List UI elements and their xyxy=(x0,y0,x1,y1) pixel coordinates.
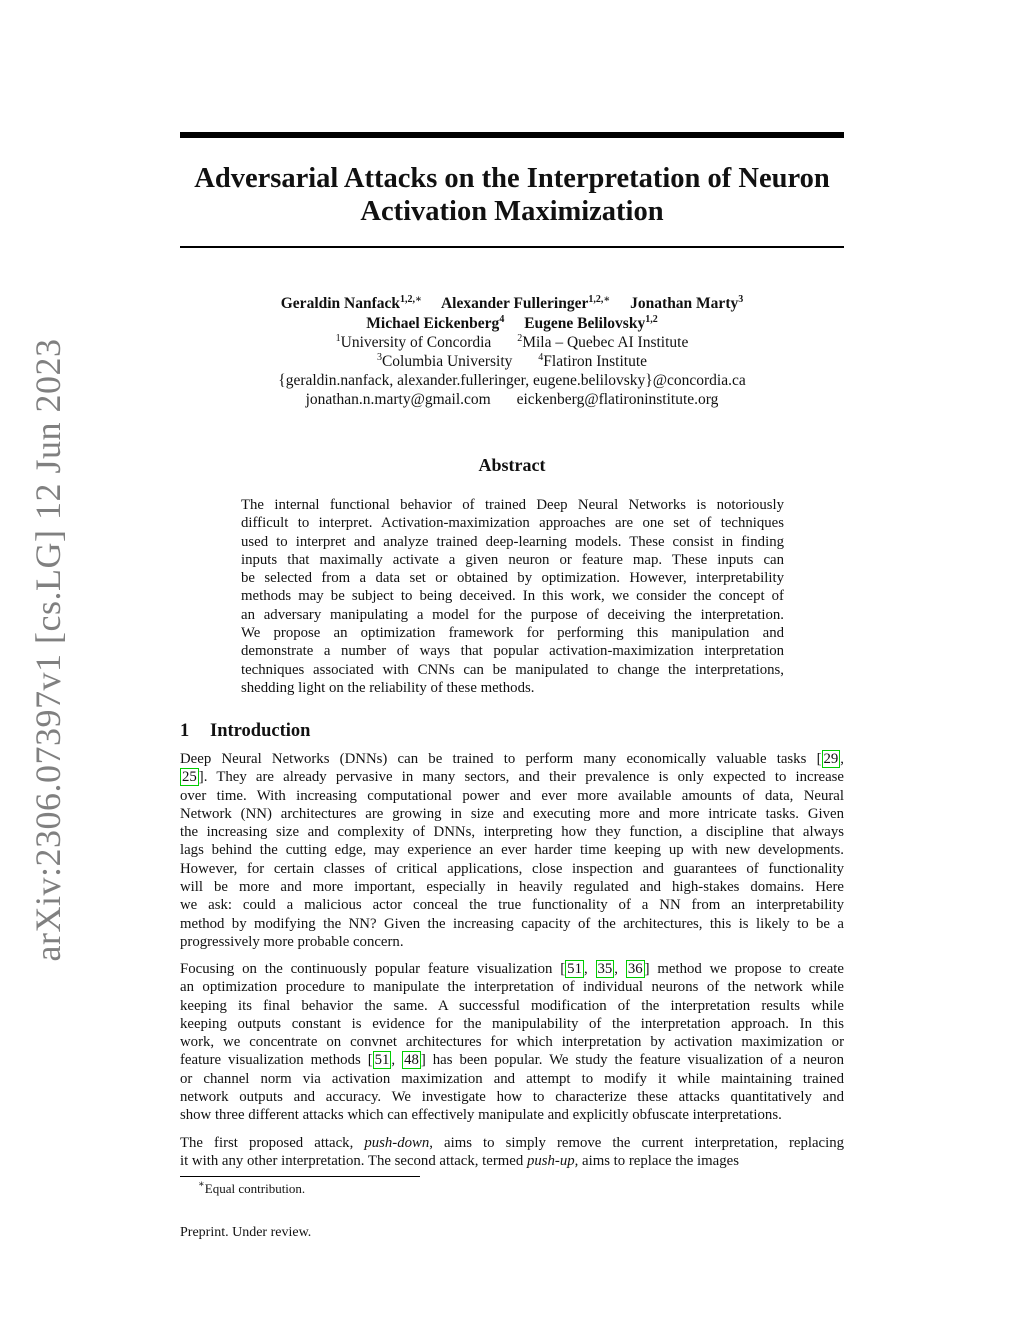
text-line: inputs that maximally activate a given neuron or feature map. These inputs can xyxy=(241,551,784,568)
text-line: methods may be subject to being deceived. In this work, we consider the concept of xyxy=(241,588,784,605)
section-title: Introduction xyxy=(210,721,311,741)
title-line-2: Activation Maximization xyxy=(360,196,664,227)
text-line xyxy=(180,768,844,786)
text-line xyxy=(180,878,844,896)
footnote-text: Equal contribution. xyxy=(204,1181,306,1196)
title-top-rule xyxy=(180,132,844,138)
citation-link[interactable]: 36 xyxy=(627,961,643,977)
affil-sup: 4 xyxy=(538,352,544,363)
footer-note: Preprint. Under review. xyxy=(180,1225,312,1240)
text-run: method by modifying the NN? Given the increasing capacity of the architectures, this is likely to be a xyxy=(180,915,844,932)
text-run: over time. With increasing computational power and ever more available amounts of data, Neural xyxy=(180,787,844,804)
abstract-body xyxy=(241,496,784,697)
author-affil-sup: 1,2,∗ xyxy=(400,294,422,305)
text-line: an adversary manipulating a model for the purpose of deceiving the interpretation. xyxy=(241,606,784,623)
affiliations-row-1 xyxy=(180,333,844,352)
citation-link[interactable]: 48 xyxy=(404,1052,419,1069)
text-run: The first proposed attack, xyxy=(180,1135,365,1151)
paper-title xyxy=(180,162,844,228)
citation-link[interactable]: 35 xyxy=(597,961,613,977)
section-heading xyxy=(180,721,310,742)
text-line: be selected from a data set or obtained by optimization. However, interpretability xyxy=(241,570,784,587)
text-line xyxy=(180,1015,844,1033)
text-run: , xyxy=(391,1052,403,1069)
author-affil-sup: 1,2 xyxy=(645,314,658,325)
text-line xyxy=(180,915,844,933)
author-name: Eugene Belilovsky xyxy=(524,315,646,332)
authors-row-1 xyxy=(180,294,844,313)
author-affil-sup: 3 xyxy=(738,294,744,305)
text-run: keeping outputs constant is evidence for the manipulability of the interpretation approach. In this xyxy=(180,1015,844,1032)
text-line xyxy=(180,960,844,978)
text-line xyxy=(180,896,844,914)
text-line xyxy=(180,1088,844,1106)
text-line: used to interpret and analyze trained deep-learning models. These consist in finding xyxy=(241,533,784,550)
text-line: shedding light on the reliability of these methods. xyxy=(241,679,535,696)
text-run: network outputs and accuracy. We investigate how to characterize these attacks quantitatively and xyxy=(180,1089,844,1106)
text-line xyxy=(180,750,844,768)
text-run: Network (NN) architectures are growing in size and executing more and more intricate tasks. Given xyxy=(180,805,844,822)
text-run: ]. They are already pervasive in many sectors, and their prevalence is only expected to increase xyxy=(198,769,844,786)
emails-line-1: {geraldin.nanfack, alexander.fulleringer, eugene.belilovsky}@concordia.ca xyxy=(278,372,746,389)
text-run: , aims to simply remove the current interpretation, replacing xyxy=(429,1135,844,1151)
author-name: Jonathan Marty xyxy=(630,295,739,312)
text-line: The internal functional behavior of trained Deep Neural Networks is notoriously xyxy=(241,497,784,513)
author-name: Geraldin Nanfack xyxy=(280,295,401,312)
text-run: , xyxy=(614,961,626,977)
citation-link[interactable]: 25 xyxy=(182,769,197,786)
abstract-heading: Abstract xyxy=(478,455,546,475)
emails-line-2 xyxy=(180,390,844,409)
footnote xyxy=(198,1181,305,1197)
citation-link[interactable]: 51 xyxy=(374,1052,390,1069)
affiliation-name: University of Concordia xyxy=(340,334,492,351)
emphasized-term: push-down xyxy=(364,1135,430,1151)
email: eickenberg@flatironinstitute.org xyxy=(516,391,719,408)
text-line xyxy=(180,841,844,859)
text-run: will be more and more important, especially in heavily regulated and high-stakes domains. Here xyxy=(180,879,844,896)
text-run: work, we concentrate on convnet architectures for which interpretation by activation maximization or xyxy=(180,1034,844,1051)
text-run: show three different attacks which can effectively manipulate and explicitly obfuscate interpretations. xyxy=(180,1107,782,1124)
text-run: it with any other interpretation. The second attack, termed xyxy=(180,1153,527,1170)
text-line xyxy=(180,1106,844,1124)
text-line xyxy=(180,933,844,951)
text-line xyxy=(180,978,844,996)
text-line: We propose an optimization framework for performing this manipulation and xyxy=(241,625,784,642)
text-run: , xyxy=(840,751,844,767)
text-line xyxy=(180,860,844,878)
text-run: However, for certain classes of critical applications, close inspection and guarantees of functionality xyxy=(180,860,844,877)
affil-sup: 3 xyxy=(376,352,382,363)
text-line xyxy=(180,1152,844,1170)
text-run: ] has been popular. We study the feature visualization of a neuron xyxy=(420,1052,844,1069)
text-line: demonstrate a number of ways that popular activation-maximization interpretation xyxy=(241,643,784,660)
text-run: lags behind the cutting edge, may experience an ever harder time keeping up with new developments. xyxy=(180,842,844,859)
text-line xyxy=(180,1070,844,1088)
text-run: an optimization procedure to manipulate the interpretation of individual neurons of the network while xyxy=(180,979,844,996)
section-number: 1 xyxy=(180,721,190,741)
text-line xyxy=(180,1033,844,1051)
text-run: keeping its final behavior the same. A successful modification of the interpretation results while xyxy=(180,997,844,1014)
text-run: , xyxy=(583,961,596,977)
intro-paragraph-2 xyxy=(180,960,844,1125)
title-line-1: Adversarial Attacks on the Interpretation of Neuron xyxy=(194,163,830,194)
author-affil-sup: 1,2,∗ xyxy=(588,294,611,305)
text-line: techniques associated with CNNs can be manipulated to change the interpretations, xyxy=(241,661,784,678)
affiliation-name: Flatiron Institute xyxy=(543,353,648,370)
footnote-rule xyxy=(180,1176,420,1177)
affiliation-name: Columbia University xyxy=(381,353,513,370)
text-run: feature visualization methods [ xyxy=(180,1052,373,1069)
citation-link[interactable]: 51 xyxy=(567,961,582,977)
text-run: the increasing size and complexity of DNNs, interpreting how they function, a discipline that always xyxy=(180,824,844,841)
text-run: Deep Neural Networks (DNNs) can be trained to perform many economically valuable tasks [ xyxy=(180,751,822,767)
title-bottom-rule xyxy=(180,246,844,248)
text-line xyxy=(180,787,844,805)
text-run: , aims to replace the images xyxy=(574,1153,739,1170)
text-line xyxy=(180,805,844,823)
text-run: Focusing on the continuously popular feature visualization [ xyxy=(180,961,566,977)
affiliation-name: Mila – Quebec AI Institute xyxy=(522,334,689,351)
affiliations-row-2 xyxy=(180,352,844,371)
text-line: difficult to interpret. Activation-maximization approaches are one set of techniques xyxy=(241,515,784,532)
text-run: ] method we propose to create xyxy=(644,961,844,977)
author-name: Michael Eickenberg xyxy=(366,315,500,332)
email: jonathan.n.marty@gmail.com xyxy=(305,391,491,408)
author-name: Alexander Fulleringer xyxy=(440,295,589,312)
text-run: progressively more probable concern. xyxy=(180,933,404,950)
intro-paragraph-3 xyxy=(180,1134,844,1171)
footnote-mark: ∗ xyxy=(198,1179,205,1190)
text-line xyxy=(180,1134,844,1152)
affil-sup: 2 xyxy=(517,333,523,344)
author-affil-sup: 4 xyxy=(499,314,505,325)
text-line xyxy=(180,1051,844,1069)
affil-sup: 1 xyxy=(335,333,341,344)
text-line xyxy=(180,997,844,1015)
authors-row-2 xyxy=(180,314,844,333)
citation-link[interactable]: 29 xyxy=(823,751,839,767)
arxiv-identifier: arXiv:2306.07397v1 [cs.LG] 12 Jun 2023 xyxy=(28,338,68,962)
intro-paragraph-1 xyxy=(180,750,844,951)
emphasized-term: push-up xyxy=(526,1153,575,1170)
text-line xyxy=(180,823,844,841)
text-run: we ask: could a malicious actor conceal the true functionality of a NN from an interpretability xyxy=(180,897,844,914)
text-run: or channel norm via activation maximization and attempt to modify it while maintaining trained xyxy=(180,1070,844,1087)
